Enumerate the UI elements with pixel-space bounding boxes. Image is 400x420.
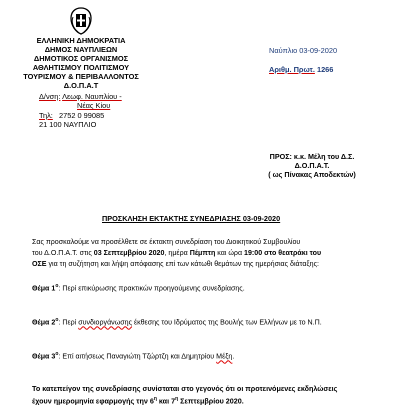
address-street: Λεωφ. Ναυπλίου - — [62, 92, 122, 101]
topic-1: Θέμα $1^o$: Περί επικύρωσης πρακτικών προηγούμενης συνεδρίασης. — [32, 283, 245, 293]
header-line-1: ΕΛΛΗΝΙΚΗ ΔΗΜΟΚΡΑΤΙΑ — [36, 36, 126, 45]
header-line-2: ΔΗΜΟΣ ΝΑΥΠΛΙΕΩΝ — [44, 45, 118, 54]
document-title: ΠΡΟΣΚΛΗΣΗ ΕΚΤΑΚΤΗΣ ΣΥΝΕΔΡΙΑΣΗΣ 03-09-2020 — [102, 214, 281, 223]
phone-number: 2752 0 99085 — [59, 111, 105, 120]
header-line-3: ΔΗΜΟΤΙΚΟΣ ΟΡΓΑΝΙΣΜΟΣ — [33, 54, 129, 63]
document-date: Ναύπλιο 03-09-2020 — [269, 46, 338, 55]
recipient-line-1: ΠΡΟΣ: κ.κ. Μέλη του Δ.Σ. — [269, 152, 355, 161]
recipient-line-2: Δ.Ο.Π.Α.Τ. — [294, 161, 330, 170]
address-label: Δ/νση: — [39, 92, 61, 101]
postal-line: 21 100 ΝΑΥΠΛΙΟ — [39, 120, 97, 129]
protocol-number: 1266 — [316, 65, 334, 74]
protocol-label: Αριθμ. Πρωτ. — [269, 65, 315, 74]
closing-line-2: έχουν ημερομηνία εφαρμογής την $6^\eta$ και $7^\eta$ Σεπτεμβρίου 2020. — [32, 396, 244, 406]
address-area: Νέας Κίου — [77, 101, 111, 110]
header-line-4: ΑΘΛΗΤΙΣΜΟΥ ΠΟΛΙΤΙΣΜΟΥ — [32, 63, 130, 72]
header-line-5: ΤΟΥΡΙΣΜΟΥ & ΠΕΡΙΒΑΛΛΟΝΤΟΣ — [23, 72, 139, 81]
header-line-6: Δ.Ο.Π.Α.Τ — [63, 81, 99, 90]
topic-2: Θέμα $2^o$: Περί συνδιοργάνωσης έκθεσης του Ιδρύματος της Βουλής των Ελλήνων με το Ν.Π. — [32, 317, 322, 327]
phone-label: Τηλ: — [39, 111, 53, 120]
protocol-line — [269, 65, 333, 74]
phone-line — [39, 111, 104, 120]
recipient-line-3: ( ως Πίνακας Αποδεκτών) — [268, 170, 356, 179]
address-line — [39, 92, 122, 101]
intro-line-2: του Δ.Ο.Π.Α.Τ. στις 03 Σεπτεμβρίου 2020, ημέρα Πέμπτη και ώρα 19:00 στο θεατράκι του — [32, 249, 322, 257]
topic-3: Θέμα $3^o$: Επί αιτήσεως Παναγιώτη Τζώρτζη και Δημητρίου Μέξη. — [32, 351, 235, 361]
greek-emblem-icon — [68, 6, 94, 36]
intro-line-1: Σας προσκαλούμε να προσέλθετε σε έκτακτη συνεδρίαση του Διοικητικού Συμβουλίου — [32, 238, 301, 246]
closing-line-1: Το κατεπείγον της συνεδρίασης συνίσταται στο γεγονός ότι οι προτεινόμενες εκδηλώσεις — [32, 384, 338, 393]
intro-line-3: ΟΣΕ για τη συζήτηση και λήψη απόφασης επί των κάτωθι θεμάτων της ημερήσιας διάταξης: — [32, 260, 319, 268]
